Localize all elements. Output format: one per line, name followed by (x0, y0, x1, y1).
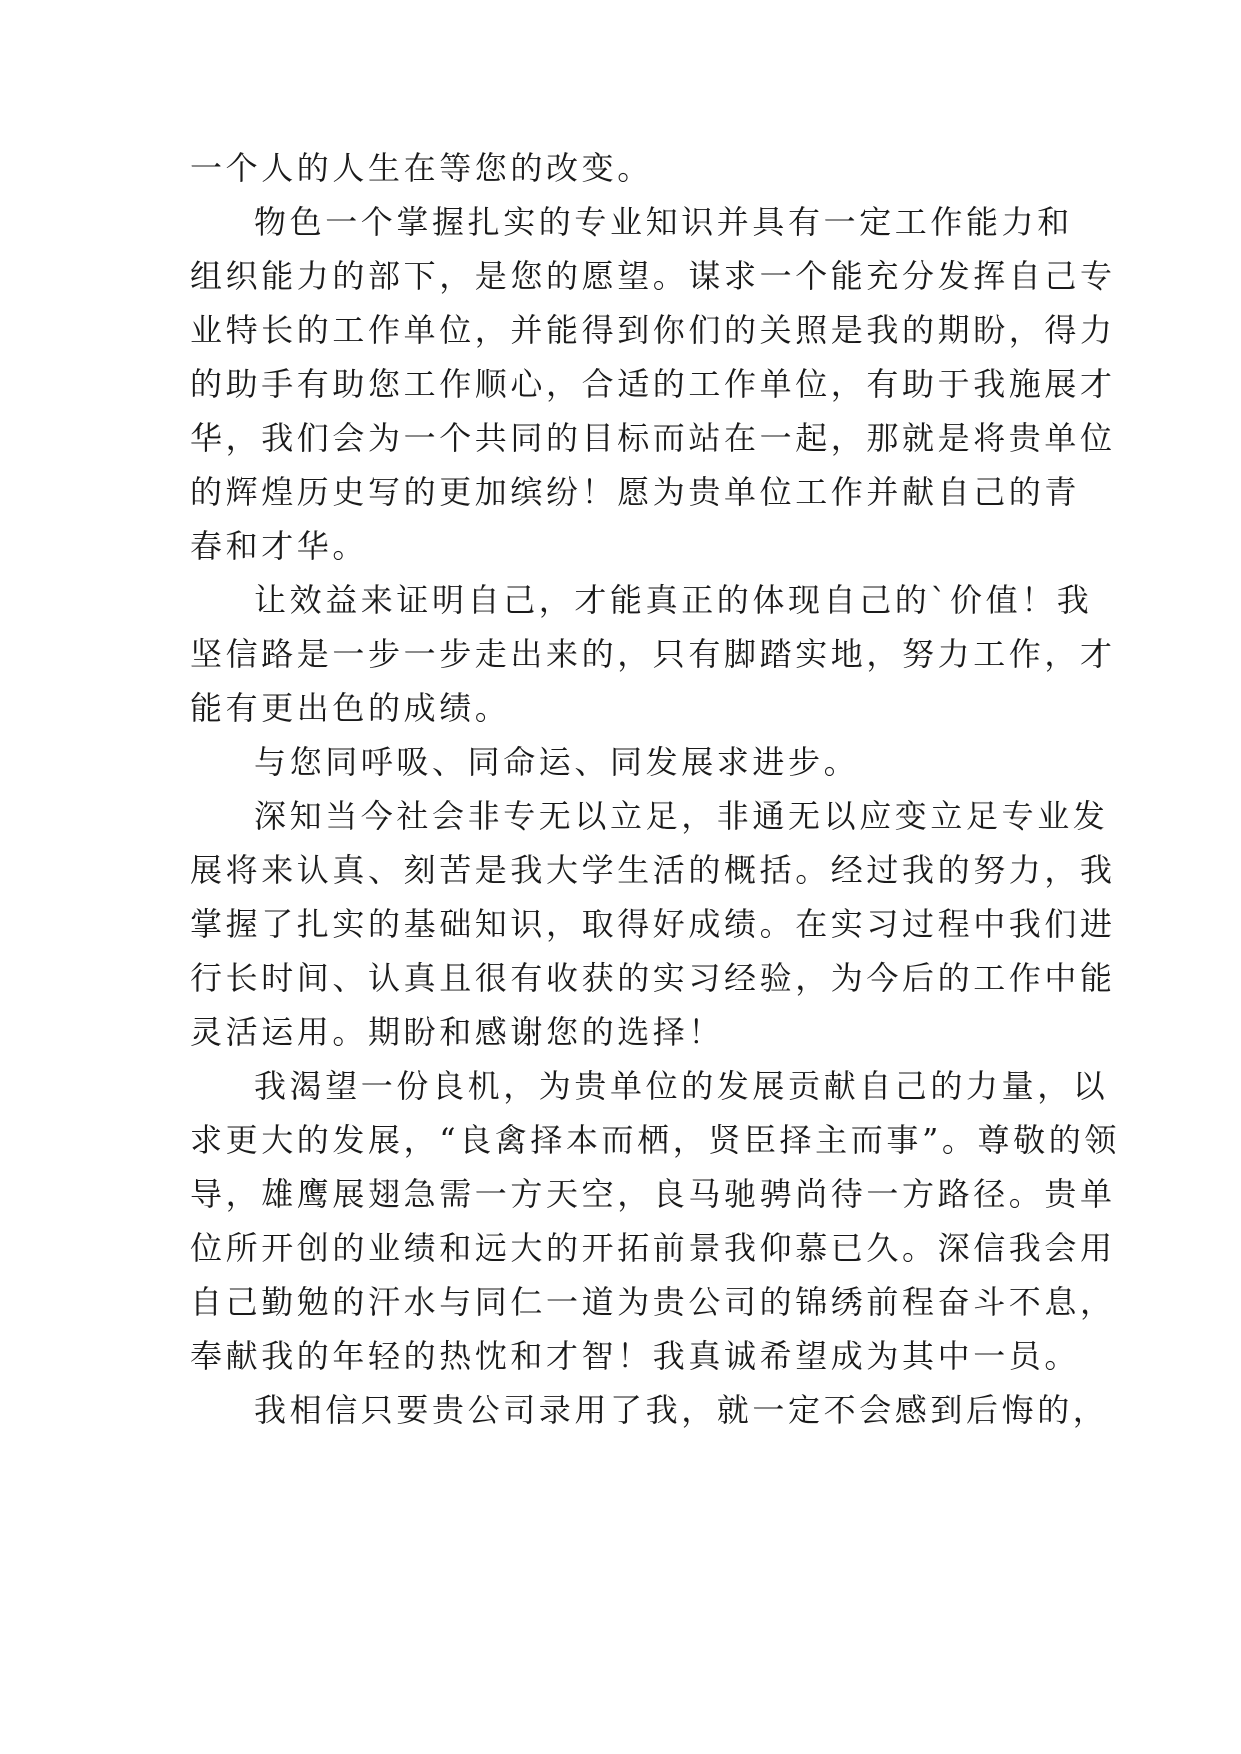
text-line: 掌握了扎实的基础知识，取得好成绩。在实习过程中我们进 (190, 905, 1116, 943)
text-line: 能有更出色的成绩。 (190, 689, 511, 727)
paragraph-first-line: 与您同呼吸、同命运、同发展求进步。 (254, 743, 860, 781)
text-line: 业特长的工作单位，并能得到你们的关照是我的期盼，得力 (190, 311, 1116, 349)
text-line: 自己勤勉的汗水与同仁一道为贵公司的锦绣前程奋斗不息， (190, 1283, 1116, 1321)
text-line: 位所开创的业绩和远大的开拓前景我仰慕已久。深信我会用 (190, 1229, 1116, 1267)
text-line: 灵活运用。期盼和感谢您的选择！ (190, 1013, 725, 1051)
paragraph-first-line: 我渴望一份良机，为贵单位的发展贡献自己的力量，以 (254, 1067, 1109, 1105)
text-line: 的助手有助您工作顺心，合适的工作单位，有助于我施展才 (190, 365, 1116, 403)
text-line: 行长时间、认真且很有收获的实习经验，为今后的工作中能 (190, 959, 1116, 997)
text-line: 奉献我的年轻的热忱和才智！我真诚希望成为其中一员。 (190, 1337, 1081, 1375)
text-line: 坚信路是一步一步走出来的，只有脚踏实地，努力工作，才 (190, 635, 1116, 673)
text-line: 求更大的发展，“良禽择本而栖，贤臣择主而事”。尊敬的领 (190, 1121, 1120, 1159)
text-line: 导，雄鹰展翅急需一方天空，良马驰骋尚待一方路径。贵单 (190, 1175, 1116, 1213)
text-line: 春和才华。 (190, 527, 369, 565)
text-line: 一个人的人生在等您的改变。 (190, 149, 653, 187)
paragraph-first-line: 物色一个掌握扎实的专业知识并具有一定工作能力和 (254, 203, 1073, 241)
paragraph-first-line: 深知当今社会非专无以立足，非通无以应变立足专业发 (254, 797, 1109, 835)
text-line: 展将来认真、刻苦是我大学生活的概括。经过我的努力，我 (190, 851, 1116, 889)
paragraph-first-line: 我相信只要贵公司录用了我，就一定不会感到后悔的， (254, 1391, 1109, 1429)
paragraph-first-line: 让效益来证明自己，才能真正的体现自己的`价值！我 (254, 581, 1093, 619)
text-line: 组织能力的部下，是您的愿望。谋求一个能充分发挥自己专 (190, 257, 1116, 295)
text-line: 华，我们会为一个共同的目标而站在一起，那就是将贵单位 (190, 419, 1116, 457)
text-line: 的辉煌历史写的更加缤纷！愿为贵单位工作并献自己的青 (190, 473, 1081, 511)
